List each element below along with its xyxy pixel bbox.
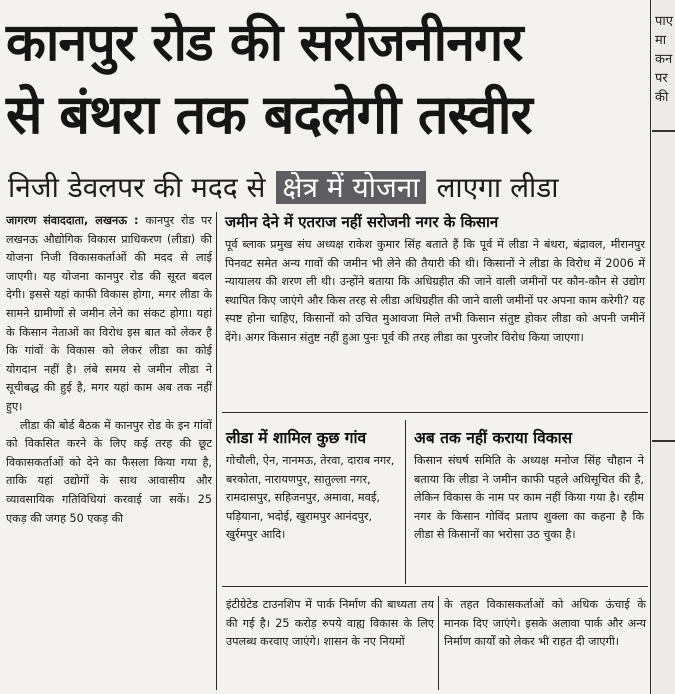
subheadline-before: निजी डेवलपर की मदद से — [8, 171, 266, 204]
strip-line-5: की — [655, 90, 669, 105]
subheadline-after: लाएगा लीडा — [436, 171, 559, 204]
subheadline-highlight: क्षेत्र में योजना — [276, 171, 425, 204]
no-development-body: किसान संघर्ष समिति के अध्यक्ष मनोज सिंह चौहान ने बताया कि लीडा ने जमीन काफी पहले अधिसूचित की है, लेकिन विकास के नाम पर काम नहीं किया गया है। रहीम नगर के किसान गोविंद प्रताप शुक्ला का कहना है कि लीडा से किसानों का भरोसा उठ चुका है। — [414, 454, 644, 542]
box-divider — [405, 420, 406, 584]
strip-rule-top — [652, 130, 675, 132]
top-story-heading: जमीन देने में एतराज नहीं सरोजनी नगर के किसान — [225, 213, 499, 231]
story-divider — [222, 412, 648, 413]
bottom-right-text: के तहत विकासकर्ताओं को अधिक ऊंचाई के मानक दिए जाएंगे। इसके अलावा पार्क और अन्य निर्माण कार्यों को लेकर भी राहत दी जाएगी। — [444, 598, 646, 649]
adjacent-article-strip — [652, 0, 675, 694]
bottom-middle-text: इंटीग्रेटेड टाउनशिप में पार्क निर्माण की बाध्यता तय की गई है। 25 करोड़ रुपये वाह्य विकास के लिए उपलब्ध करवाए जाएंगे। शासन के नए नियमों — [226, 598, 434, 649]
page-edge-rule — [650, 0, 651, 694]
villages-heading: लीडा में शामिल कुछ गांव — [226, 429, 367, 447]
villages-body: गोचौली, ऐन, नानमऊ, तेरवा, दाराब नगर, बरकोता, नारायणपुर, सातुल्ला नगर, रामदासपुर, सहिजनपुर, अमावा, मवई, पड़ियाना, भदोई, खुरामपुर आनंदपुर, खुर्रमपुर आदि। — [226, 454, 395, 542]
headline-line-1: कानपुर रोड की सरोजनीनगर — [6, 13, 523, 73]
strip-line-4: पर — [655, 71, 668, 86]
box-bottom-rule — [222, 586, 648, 587]
left-column — [6, 212, 212, 692]
left-paragraph-1: कानपुर रोड पर लखनऊ औद्योगिक विकास प्राधिकरण (लीडा) की योजना निजी विकासकर्ताओं की मदद से लाई जाएगी। यह योजना कानपुर रोड की सूरत बदल देगी। इससे यहां काफी विकास होगा, मगर लीडा के सामने ग्रामीणों से जमीन लेने का संकट होगा। यहां के किसान नेताओं का विरोध इस बात को लेकर है कि गांवों के विकास को लेकर लीडा का कोई योगदान नहीं है। लंबे समय से जमीन लीडा ने सूचीबद्ध की हुई है, मगर यहां काम अब तक नहीं हुए। — [6, 214, 212, 413]
dateline: जागरण संवाददाता, लखनऊ : — [6, 214, 146, 227]
left-paragraph-2: लीडा की बोर्ड बैठक में कानपुर रोड के इन गांवों को विकसित करने के लिए कई तरह की छूट विकासकर्ताओं को देने का फैसला किया गया है, ताकि यहां उद्योगों के साथ आवासीय और व्यावसायिक गतिविधियां करवाई जा सकें। 25 एकड़ की जगह 50 एकड़ की — [6, 418, 212, 525]
headline-line-2: से बंथरा तक बदलेगी तस्वीर — [6, 83, 532, 146]
column-divider — [216, 212, 217, 690]
strip-line-3: कन — [655, 52, 673, 67]
subheadline — [8, 168, 648, 208]
top-story-body: पूर्व ब्लाक प्रमुख संघ अध्यक्ष राकेश कुमार सिंह बताते हैं कि पूर्व में लीडा ने बंथरा, बंद्रावल, मीरानपुर पिनवट समेत अन्य गावों की जमीन भी लेने की तैयारी की थी। किसानों ने लीडा के विरोध में 2006 में न्यायालय की शरण ली थी। उन्होंने बताया कि अधिग्रहीत की जाने वाली जमीनों पर कौन-कौन से उद्योग स्थापित किए जाएंगे और किस तरह से लीडा अधिग्रहीत की जाने वाली जमीनों पर अपना काम करेगी? यह स्पष्ट होना चाहिए, किसानों को उचित मुआवजा मिले तभी किसान संतुष्ट होकर लीडा को अपनी जमीनें देंगे। अगर किसान संतुष्ट नहीं हुआ पुनः पूर्व की तरह लीडा का पुरजोर विरोध किया जाएगा। — [225, 238, 645, 344]
strip-line-1: पाए — [655, 14, 673, 29]
no-development-heading: अब तक नहीं कराया विकास — [414, 429, 573, 447]
bottom-column-divider — [438, 596, 439, 690]
strip-rule-mid — [652, 440, 675, 442]
strip-line-2: मा — [655, 33, 667, 48]
